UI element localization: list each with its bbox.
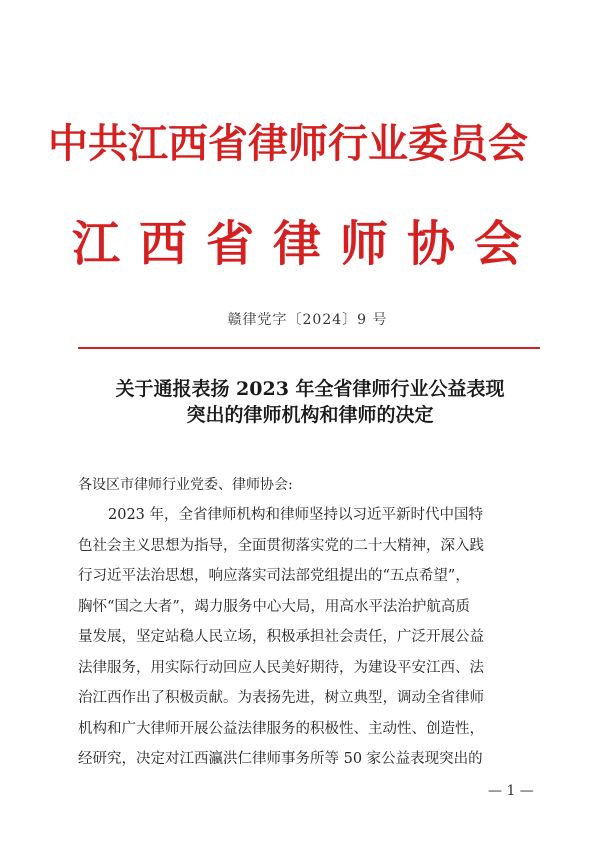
body-line: 2023 年，全省律师机构和律师坚持以习近平新时代中国特 <box>108 507 484 523</box>
body-line: 法律服务，用实际行动回应人民美好期待，为建设平安江西、法 <box>78 659 484 676</box>
body-line: 胸怀“国之大者”，竭力服务中心大局，用高水平法治护航高质 <box>78 598 470 615</box>
body-line: 行习近平法治思想，响应落实司法部党组提出的“五点希望”， <box>78 568 470 584</box>
body-paragraph <box>78 500 548 775</box>
body-line: 量发展，坚定站稳人民立场，积极承担社会责任，广泛开展公益 <box>78 629 484 645</box>
title-line-2: 突出的律师机构和律师的决定 <box>186 404 434 426</box>
page-number: — 1 — <box>488 783 534 799</box>
body-line: 经研究，决定对江西瀛洪仁律师事务所等 50 家公益表现突出的 <box>78 751 483 767</box>
document-number: 赣律党字〔2024〕9 号 <box>227 312 388 328</box>
red-divider-line <box>78 347 540 349</box>
title-line-1: 关于通报表扬 2023 年全省律师行业公益表现 <box>115 378 505 400</box>
document-title <box>80 376 540 428</box>
body-line: 色社会主义思想为指导，全面贯彻落实党的二十大精神，深入践 <box>78 537 484 554</box>
body-line: 治江西作出了积极贡献。为表扬先进，树立典型，调动全省律师 <box>78 690 484 706</box>
body-line: 机构和广大律师开展公益法律服务的积极性、主动性、创造性， <box>78 720 484 737</box>
party-committee-header: 中共江西省律师行业委员会 <box>48 120 528 167</box>
bar-association-header: 江西省律师协会 <box>72 216 542 272</box>
salutation: 各设区市律师行业党委、律师协会: <box>78 477 293 493</box>
